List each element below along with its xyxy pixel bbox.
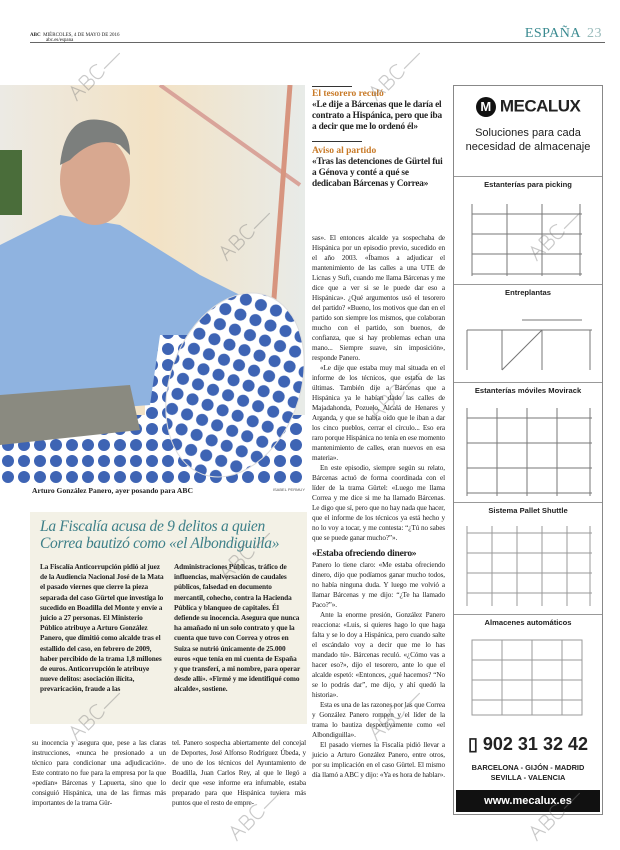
- photo-credit: ISABEL PERMUY: [272, 487, 305, 492]
- body-column-left: su inocencia y asegura que, pese a las claras instrucciones, «nunca he presionado a un técnico para condicionar una adjudicación». Este contrato no fue para la empresa por la que «pedían» Bárcenas y Lapuerta, sino que lo consiguió Hispánica, una de las firmas más importantes de la trama Gür-: [32, 739, 166, 807]
- body-column-center: tel. Panero sospecha abiertamente del concejal de Deportes, José Alfonso Rodríguez Úbeda, y de uno de los técnicos del Ayuntamiento de Boadilla, Juan Carlos Rey, al que le llegó a decir que «ese informe era infumable, estaba preparado para que Hispánica tuviera más puntos que el resto de empre-: [172, 739, 306, 807]
- body-column-right: sas». El entonces alcalde ya sospechaba de Hispánica por un episodio previo, sucedido en el año 2003. «Íbamos a adjudicar el mantenimiento de las calles a una UTE de Licnas y Sufi, cuando me llama Bárcenas y me dice que a ver si se le puede dar eso a Hispánica». ¿Qué argumentos usó el tesorero del partido? «Bueno, los motivos que dan en el partido son siempre los mismos, que colaboran mucho con el partido, son buenos, de confianza, que si hay problemas echan una mano... Siempre suave, sin imposición», responde Panero. «Le dije que estaba muy mal situada en el informe de los técnicos, que estaba de las últimas. También dije a Bárcenas que a Hispánica ya le habían dado las calles de Majadahonda, Pozuelo, Alcalá de Henares y Arganda, y que se había oído que le iban a dar los cinco pueblos, cerrar el círculo... Eso era raro porque Hispánica no tenía en ese momento mantenimiento de calles, eran nuevos en esa materia». En este episodio, siempre según su relato, Bárcenas actuó de forma coordinada con el líder de la trama Gürtel: «Luego me llama Correa y me dice si me ha llamado Bárcenas. Le digo que sí, pero que no hay nada que hacer, que el informe de los técnicos ya está hecho y no lo voy a tocar, y me contesta: “¿Tú no sabes que se puede ganar mucho?”». «Estaba ofreciendo dinero» Panero lo tiene claro: «Me estaba ofreciendo dinero, dijo que podíamos ganar mucho todos, no había ninguna duda. Y luego me volvió a llamar Bárcenas y me dijo: “¿Te ha llamado Paco?”». Ante la enorme presión, González Panero reacciona: «Luis, si quieres hago lo que haga falta y se lo doy a Hispánica, pero cuando salte el escándalo voy a decir que me lo has mandado tú». Bárcenas reculó. «¿Cómo vas a hacer eso?», dijo el tesorero, ante lo que el alcalde espetó: «Entonces, ¿qué hacemos? “No se lo podrás dar”, me dijo, y ahí quedó la historia». Esta es una de las razones por las que Correa y González Panero rompen y el líder de la trama lo bautiza despectivamente como «el Albondiguilla». El pasado viernes la Fiscalía pidió llevar a juicio a Arturo González Panero, entre otros, por su implicación en el caso Gürtel. El mismo día llamó a ABC y dijo: «Ya es hora de hablar».: [312, 234, 445, 779]
- section-header: ESPAÑA 23: [524, 26, 602, 41]
- divider: [30, 42, 605, 43]
- cities: BARCELONA - GIJÓN - MADRID SEVILLA - VALENCIA: [471, 763, 585, 782]
- mecalux-advertisement[interactable]: [453, 85, 603, 815]
- photo: [0, 85, 305, 485]
- subheading: «Estaba ofreciendo dinero»: [312, 548, 417, 559]
- product-label: Estanterías para picking: [454, 176, 602, 189]
- product-label: Sistema Pallet Shuttle: [454, 502, 602, 515]
- page-number: 23: [587, 26, 602, 41]
- website-link[interactable]: www.mecalux.es: [456, 790, 600, 812]
- product-label: Estanterías móviles Movirack: [454, 382, 602, 395]
- kicker: El tesorero reculó: [312, 89, 384, 99]
- pallet-shuttle-illustration: [462, 518, 594, 613]
- pull-quote: «Tras las detenciones de Gürtel fui a Génova y conté a qué se dedicaban Bárcenas y Correa»: [312, 157, 443, 189]
- folio: ABC MIÉRCOLES, 4 DE MAYO DE 2016 abc.es/espana: [30, 33, 120, 43]
- ad-tagline: Soluciones para cada necesidad de almacenaje: [465, 127, 591, 153]
- box-column-1: La Fiscalía Anticorrupción pidió al juez de la Audiencia Nacional José de la Mata el pasado viernes que cierre la pieza separada del caso Gürtel que investiga lo sucedido en Boadilla del Monte y envíe a juicio a 27 personas. El Ministerio Público atribuye a Arturo González Panero, que dimitió como alcalde tras el estallido del caso, en febrero de 2009, haber percibido de la trama 1,8 millones de euros. Anticorrupción le atribuye nueve delitos: asociación ilícita, prevaricación, fraude a las: [40, 562, 164, 694]
- sidebar-box: [30, 512, 307, 724]
- box-headline: La Fiscalía acusa de 9 delitos a quien Correa bautizó como «el Albondiguilla»: [40, 518, 280, 552]
- phone-number: ▯ 902 31 32 42: [467, 734, 588, 754]
- pullquotes: [312, 86, 445, 190]
- automated-warehouse-illustration: [462, 630, 594, 725]
- pull-quote: «Le dije a Bárcenas que le daría el contrato a Hispánica, pero que iba a decir que me lo ordenó él»: [312, 100, 442, 132]
- mobile-rack-illustration: [462, 398, 594, 503]
- mecalux-logo: M MECALUX: [460, 96, 596, 117]
- box-column-2: Administraciones Públicas, tráfico de influencias, malversación de caudales públicos, falsedad en documento mercantil, cohecho, contra la Hacienda Pública y blanqueo de capitales. Él defiende su inocencia. Asegura que nunca ha amañado ni un solo contrato y que la cuenta que tuvo con Correa y otros en Suiza se nutrió únicamente de 25.000 euros «que tenía en mi cuenta de España y que transferí, a mi nombre, para operar desde allí». «Firmé y me identifiqué como alcalde», sostiene.: [174, 562, 300, 694]
- product-label: Almacenes automáticos: [454, 614, 602, 627]
- product-label: Entreplantas: [454, 284, 602, 297]
- kicker: Aviso al partido: [312, 146, 377, 156]
- rack-illustration: [462, 194, 594, 279]
- photo-caption: Arturo González Panero, ayer posando para ABC: [32, 486, 193, 495]
- mezzanine-illustration: [462, 300, 594, 375]
